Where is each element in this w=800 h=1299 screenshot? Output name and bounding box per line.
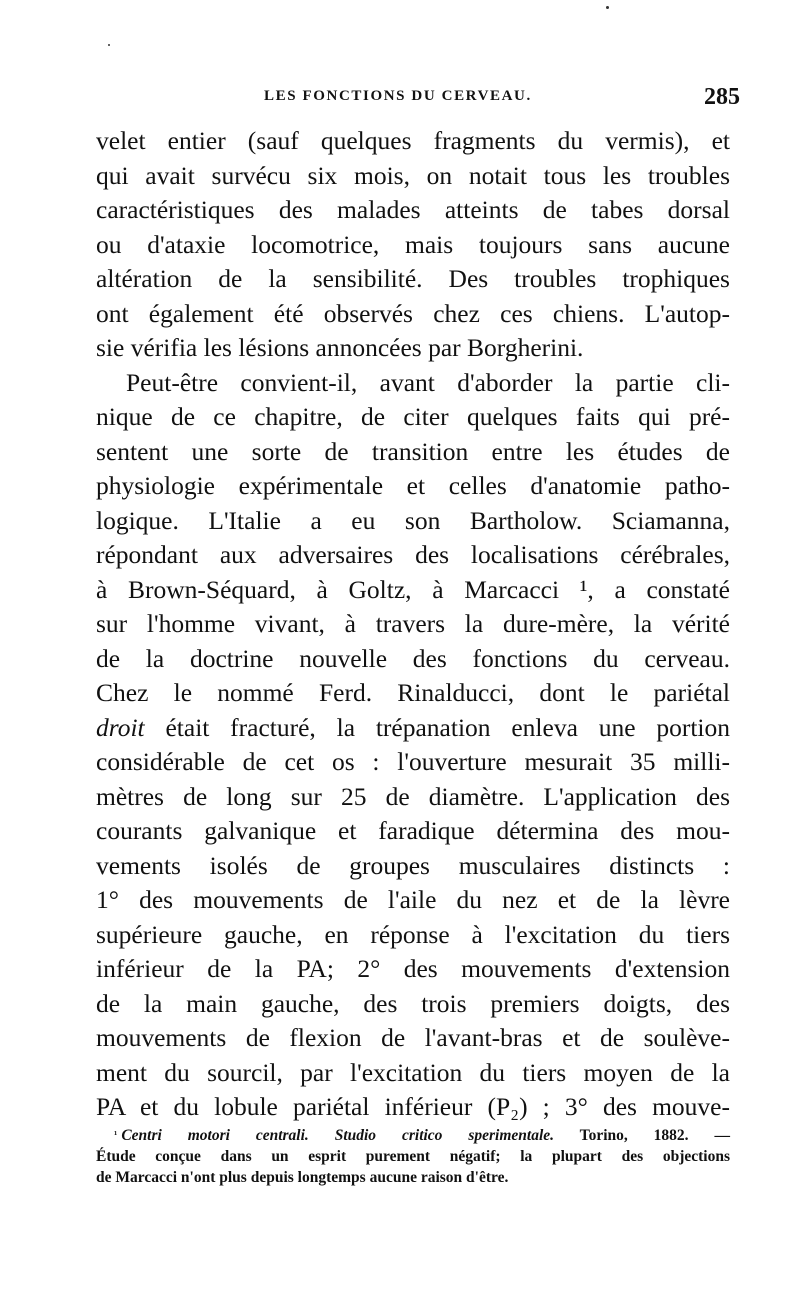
text-line: velet entier (sauf quelques fragments du vermis), et — [96, 126, 730, 155]
text-line: de la doctrine nouvelle des fonctions du cerveau. — [96, 643, 730, 673]
running-head — [96, 84, 740, 114]
footnote-marker: ¹ — [114, 1129, 118, 1141]
footnote-line: de Marcacci n'ont plus depuis longtemps aucune raison d'être. — [96, 1169, 509, 1186]
text-line: mètres de long sur 25 de diamètre. L'application des — [96, 781, 730, 811]
text-line: qui avait survécu six mois, on notait tous les troubles — [96, 160, 730, 190]
text-line: de la main gauche, des trois premiers doigts, des — [96, 988, 730, 1018]
text-line: mouvements de flexion de l'avant-bras et de soulève- — [96, 1023, 730, 1052]
italic-word: droit — [96, 712, 145, 742]
text-line: répondant aux adversaires des localisations cérébrales, — [96, 540, 730, 569]
text-line: nique de ce chapitre, de citer quelques faits qui pré- — [96, 402, 730, 431]
text-line: ou d'ataxie locomotrice, mais toujours sans aucune — [96, 229, 730, 259]
text-line-mixed — [96, 711, 730, 746]
text-line: considérable de cet os : l'ouverture mesurait 35 milli- — [96, 747, 730, 776]
paragraph-start-line: Peut-être convient-il, avant d'aborder la partie cli- — [126, 367, 730, 397]
text-line: ont également été observés chez ces chiens. L'autop- — [96, 298, 730, 328]
text-line: physiologie expérimentale et celles d'anatomie patho- — [96, 471, 730, 500]
text-line: sie vérifia les lésions annoncées par Borgherini. — [96, 333, 584, 362]
scan-speck — [606, 6, 609, 9]
scan-speck — [108, 44, 110, 46]
text-line: altération de la sensibilité. Des troubles trophiques — [96, 264, 730, 293]
text-line: caractéristiques des malades atteints de tabes dorsal — [96, 195, 730, 224]
running-title: LES FONCTIONS DU CERVEAU. — [264, 88, 532, 104]
text-line: vements isolés de groupes musculaires distincts : — [96, 850, 730, 880]
text-line: courants galvanique et faradique détermina des mou- — [96, 816, 730, 845]
text-line: Chez le nommé Ferd. Rinalducci, dont le pariétal — [96, 678, 730, 707]
text-line: logique. L'Italie a eu son Bartholow. Sciamanna, — [96, 505, 730, 535]
text-line: 1° des mouvements de l'aile du nez et de la lèvre — [96, 885, 730, 914]
footnote-citation-rest: Torino, 1882. — — [579, 1127, 730, 1144]
text-line: sentent une sorte de transition entre les études de — [96, 436, 730, 466]
text-line: inférieur de la PA; 2° des mouvements d'extension — [96, 954, 730, 983]
text-line-rest: était fracturé, la trépanation enleva une portion — [165, 712, 730, 742]
text-line: sur l'homme vivant, à travers la dure-mère, la vérité — [96, 609, 730, 638]
page-number: 285 — [704, 84, 740, 110]
footnote-line: Étude conçue dans un esprit purement négatif; la plupart des objections — [96, 1148, 730, 1165]
text-line: ment du sourcil, par l'excitation du tiers moyen de la — [96, 1057, 730, 1087]
text-line: à Brown-Séquard, à Goltz, à Marcacci ¹, a constaté — [96, 574, 730, 604]
footnote-citation: Centri motori centrali. Studio critico sperimentale. — [121, 1127, 555, 1144]
footnote-line — [96, 1125, 730, 1146]
footnote — [96, 1125, 730, 1188]
body-text — [96, 124, 730, 1125]
text-line: supérieure gauche, en réponse à l'excitation du tiers — [96, 919, 730, 949]
text-line: PA et du lobule pariétal inférieur (P₂) ; 3° des mouve- — [96, 1092, 730, 1121]
